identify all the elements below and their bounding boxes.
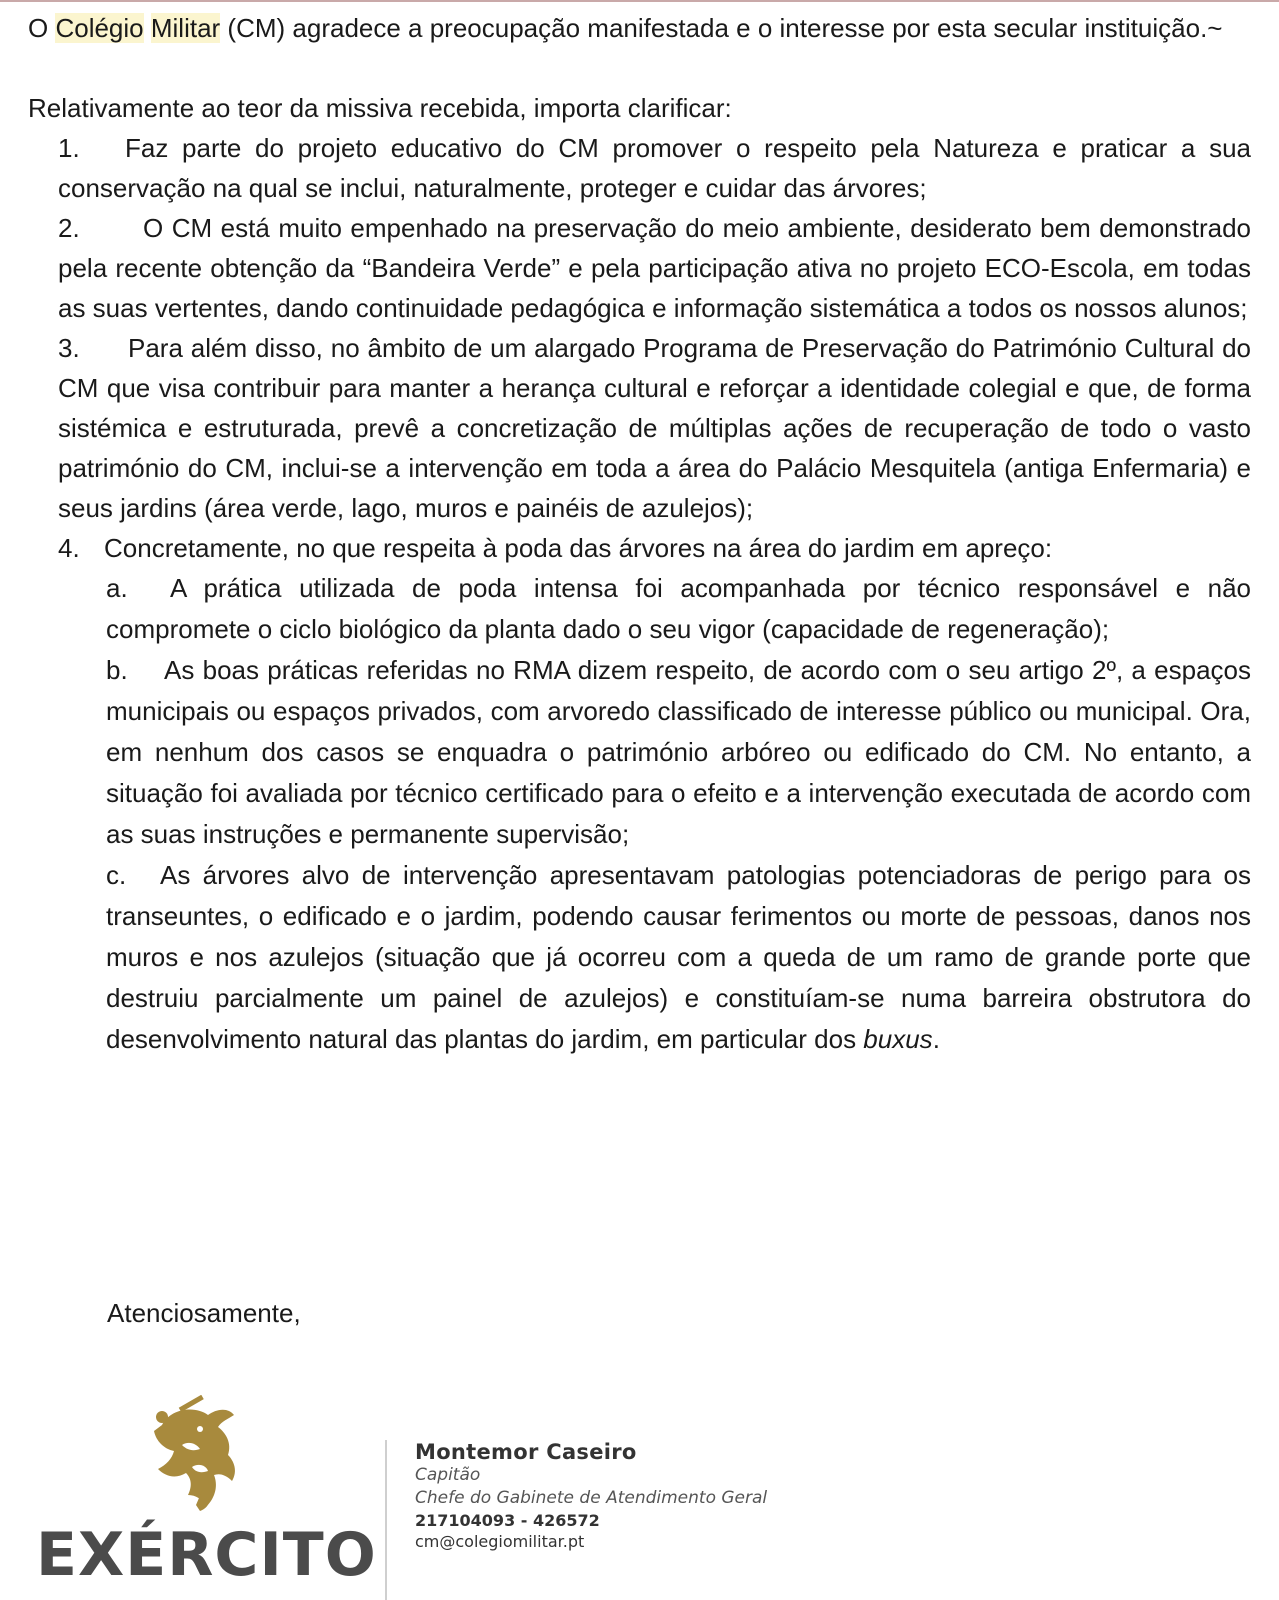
list-item-2 (58, 208, 1251, 328)
highlight-colegio: Colégio (55, 13, 144, 43)
sub-item-a (106, 568, 1251, 650)
closing-salutation: Atenciosamente, (107, 1298, 301, 1328)
list-item-1 (58, 128, 1251, 208)
item-number: 1. (58, 133, 80, 163)
item-text: O CM está muito empenhado na preservação do meio ambiente, desiderato bem demonstrado pela recente obtenção da “Bandeira Verde” e pela participação ativa no projeto ECO-Escola, em todas as suas vertentes, dando continuidade pedagógica e informação sistemática a todos os nossos alunos; (58, 213, 1251, 323)
list-item-3 (58, 328, 1251, 528)
item-text: Faz parte do projeto educativo do CM promover o respeito pela Natureza e praticar a sua conservação na qual se inclui, naturalmente, proteger e cuidar das árvores; (58, 133, 1251, 203)
sub-item-text: A prática utilizada de poda intensa foi acompanhada por técnico responsável e não compromete o ciclo biológico da planta dado o seu vigor (capacidade de regeneração); (106, 573, 1251, 644)
highlight-militar: Militar (150, 13, 221, 43)
sub-item-tail: . (932, 1024, 940, 1054)
signatory-role: Chefe do Gabinete de Atendimento Geral (415, 1488, 768, 1508)
sub-item-letter: c. (106, 860, 127, 890)
sub-item-b (106, 650, 1251, 855)
signatory-name: Montemor Caseiro (415, 1440, 637, 1464)
lead-sentence: Relativamente ao teor da missiva recebida, importa clarificar: (28, 93, 732, 123)
sub-item-text: As boas práticas referidas no RMA dizem respeito, de acordo com o seu artigo 2º, a espaços municipais ou espaços privados, com arvoredo classificado de interesse público ou municipal. Ora, em nenhum dos casos se enquadra o património arbóreo ou edificado do CM. No entanto, a situação foi avaliada por técnico certificado para o efeito e a intervenção executada de acordo com as suas instruções e permanente supervisão; (106, 655, 1251, 849)
item-text: Concretamente, no que respeita à poda das árvores na área do jardim em apreço: (104, 533, 1053, 563)
item-number: 3. (58, 333, 80, 363)
list-item-4 (58, 528, 1251, 568)
intro-text-start: O (28, 13, 56, 43)
sub-item-emphasis: buxus (863, 1024, 933, 1054)
item-text: Para além disso, no âmbito de um alargado Programa de Preservação do Património Cultural do CM que visa contribuir para manter a herança cultural e reforçar a identidade colegial e que, de forma sistémica e estruturada, prevê a concretização de múltiplas ações de recuperação de todo o vasto património do CM, inclui-se a intervenção em toda a área do Palácio Mesquitela (antiga Enfermaria) e seus jardins (área verde, lago, muros e painéis de azulejos); (58, 333, 1251, 523)
signatory-phone: 217104093 - 426572 (415, 1511, 600, 1530)
lion-crest-icon (142, 1395, 252, 1513)
intro-text-end: (CM) agradece a preocupação manifestada e o interesse por esta secular instituição.~ (220, 13, 1223, 43)
intro-paragraph (28, 8, 1251, 48)
item-number: 4. (58, 533, 80, 563)
sub-item-letter: b. (106, 655, 128, 685)
sub-list (106, 568, 1251, 1060)
signature-divider (385, 1440, 387, 1600)
signature-block (415, 1440, 767, 1552)
signatory-rank: Capitão (415, 1465, 481, 1485)
signatory-email[interactable]: cm@colegiomilitar.pt (415, 1532, 585, 1551)
numbered-list (58, 128, 1251, 568)
logo-wordmark: EXÉRCITO (36, 1520, 377, 1590)
sub-item-letter: a. (106, 573, 128, 603)
sub-item-text: As árvores alvo de intervenção apresentavam patologias potenciadoras de perigo para os transeuntes, o edificado e o jardim, podendo causar ferimentos ou morte de pessoas, danos nos muros e nos azulejos (situação que já ocorreu com a queda de um ramo de grande porte que destruiu parcialmente um painel de azulejos) e constituíam-se numa barreira obstrutora do desenvolvimento natural das plantas do jardim, em particular dos (106, 860, 1251, 1054)
sub-item-c (106, 855, 1251, 1060)
exercito-logo (36, 1395, 377, 1600)
item-number: 2. (58, 213, 80, 243)
letter-body (28, 0, 1251, 1060)
